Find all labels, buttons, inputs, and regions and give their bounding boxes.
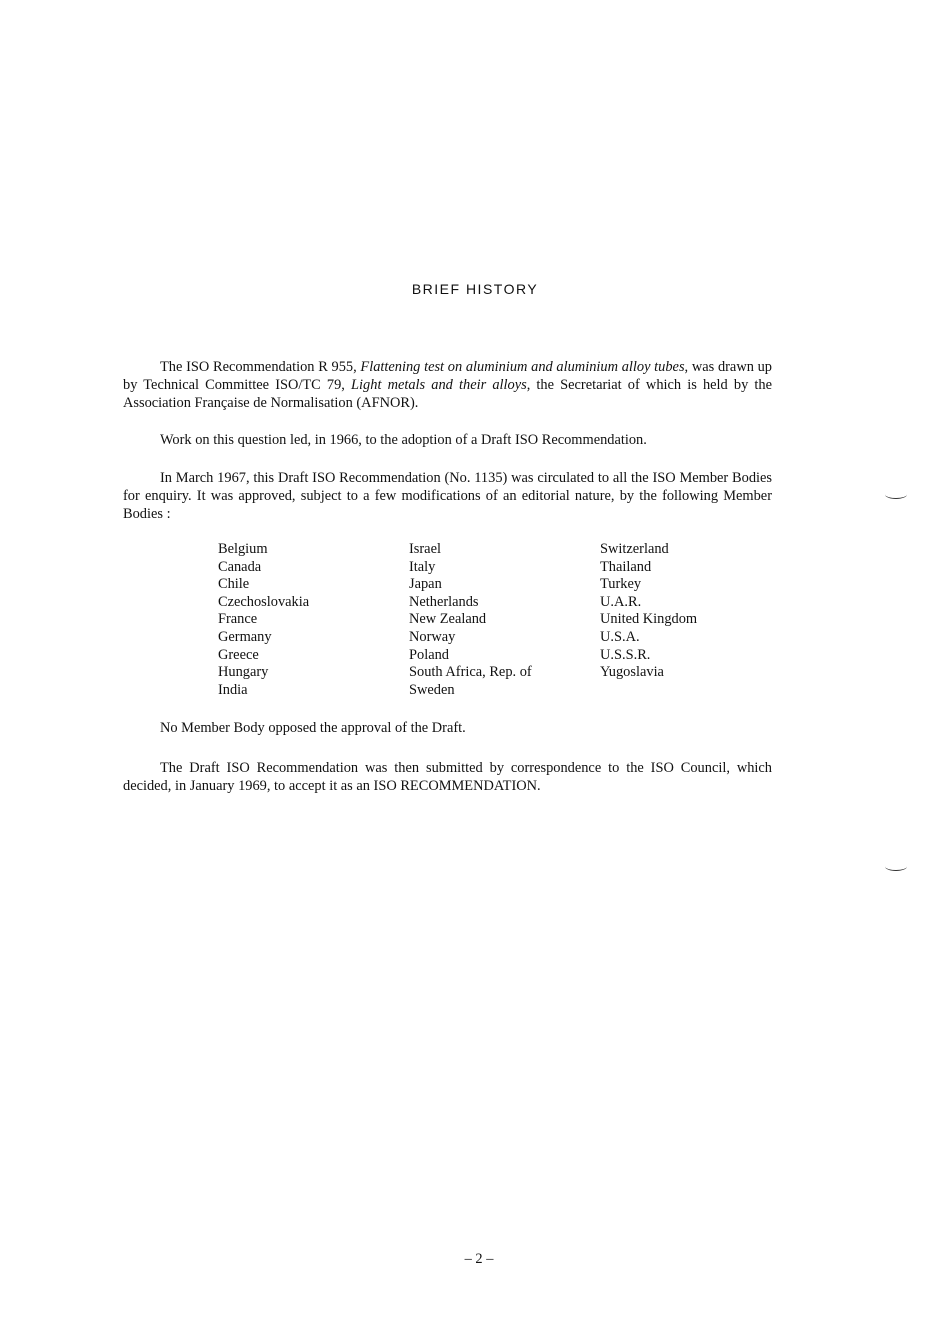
paragraph-circulation: In March 1967, this Draft ISO Recommendation (No. 1135) was circulated to all the ISO Member Bodies for enquiry. It was approved, subject to a few modifications of an editorial nature, by the following Member Bodies : (123, 470, 772, 522)
list-item: United Kingdom (600, 611, 698, 628)
list-item: Norway (409, 628, 456, 645)
page-number: – 2 – (464, 1251, 494, 1267)
list-item: Czechoslovakia (218, 593, 310, 610)
list-item: Italy (409, 558, 436, 575)
list-item: Germany (218, 628, 272, 645)
paragraph-origin-prefix: The ISO Recommendation R 955, (160, 359, 361, 375)
list-item: France (218, 611, 258, 628)
paragraph-draft-adoption: Work on this question led, in 1966, to the adoption of a Draft ISO Recommendation. (160, 432, 647, 448)
list-item: Japan (409, 576, 442, 593)
list-item: Hungary (218, 664, 269, 681)
list-item: Yugoslavia (600, 664, 664, 681)
page-title: BRIEF HISTORY (411, 281, 539, 297)
margin-mark (885, 862, 907, 871)
list-item: U.S.S.R. (600, 646, 651, 663)
list-item: South Africa, Rep. of (409, 664, 532, 681)
member-bodies-column-3 (600, 541, 697, 682)
list-item: Turkey (600, 576, 642, 593)
list-item: Poland (409, 646, 449, 663)
paragraph-origin-middle: , was drawn up by Technical Committee ISO/TC 79, (123, 359, 773, 393)
list-item: Thailand (600, 558, 652, 575)
list-item: Sweden (409, 681, 455, 698)
margin-mark (885, 490, 907, 499)
list-item: Chile (218, 576, 250, 593)
paragraph-origin (123, 358, 772, 412)
paragraph-council-decision: The Draft ISO Recommendation was then submitted by correspondence to the ISO Council, which decided, in January 1969, to accept it as an ISO RECOMMENDATION. (123, 760, 772, 794)
list-item: Netherlands (409, 593, 479, 610)
member-bodies-column-2 (409, 541, 532, 699)
list-item: Belgium (218, 541, 268, 557)
list-item: U.A.R. (600, 593, 642, 610)
paragraph-origin-suffix: , the Secretariat of which is held by the Association Française de Normalisation (AFNOR). (123, 377, 772, 411)
list-item: Israel (409, 541, 441, 557)
list-item: Greece (218, 646, 259, 663)
committee-title: Light metals and their alloys (351, 377, 527, 393)
list-item: New Zealand (409, 611, 487, 628)
list-item: Switzerland (600, 541, 669, 557)
member-bodies-column-1 (218, 541, 309, 699)
recommendation-title: Flattening test on aluminium and aluminium alloy tubes (360, 359, 685, 375)
list-item: Canada (218, 558, 262, 575)
list-item: India (218, 681, 248, 698)
paragraph-no-opposition: No Member Body opposed the approval of the Draft. (160, 720, 466, 736)
list-item: U.S.A. (600, 628, 640, 645)
